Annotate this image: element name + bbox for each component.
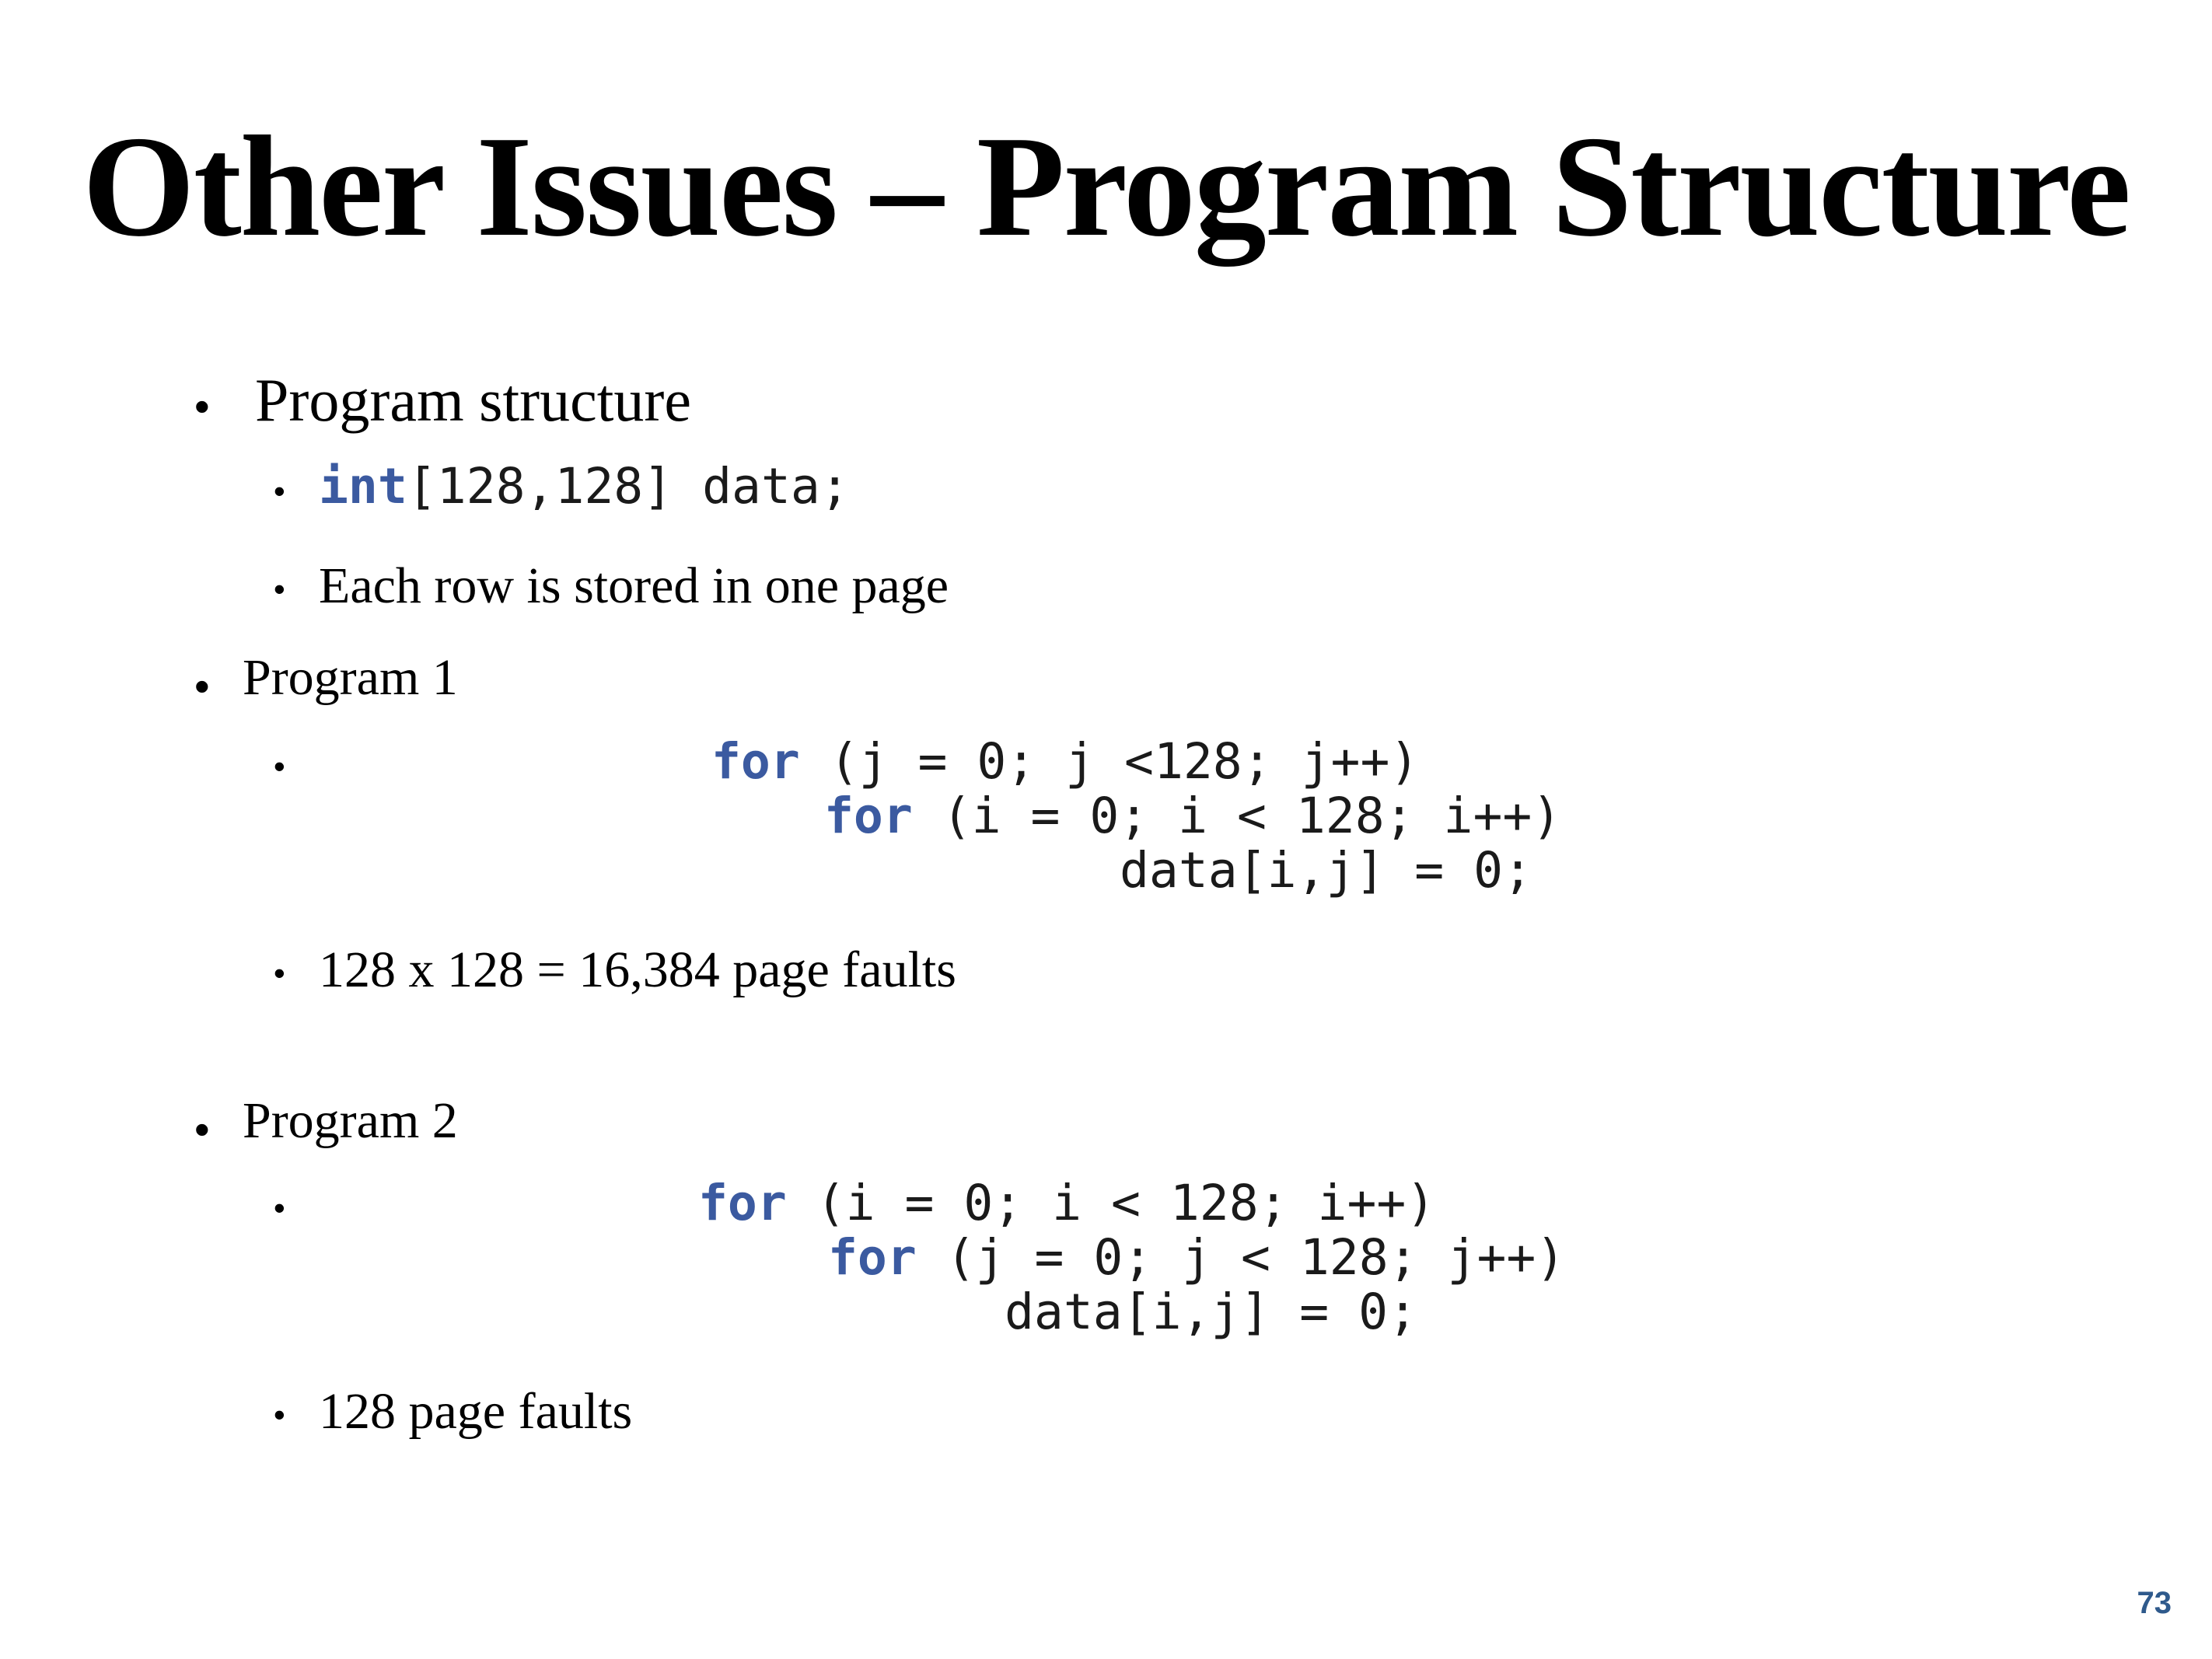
code-text: (i = 0; i < 128; i++)	[786, 1175, 1436, 1231]
bullet-program2: Program 2	[243, 1092, 458, 1149]
bullet-row-stored: Each row is stored in one page	[319, 557, 949, 614]
bullet-dot: •	[194, 382, 210, 431]
program2-code-line-3	[1005, 1284, 1417, 1340]
bullet-dot: •	[274, 1189, 285, 1226]
bullet-program1: Program 1	[243, 649, 458, 706]
program2-code-line-1	[698, 1175, 1435, 1231]
bullet-program2-faults: 128 page faults	[319, 1383, 633, 1440]
bullet-program-structure: Program structure	[255, 366, 692, 434]
bullet-dot: •	[194, 662, 210, 711]
bullet-dot: •	[274, 748, 285, 784]
program1-code-line-1	[711, 734, 1419, 790]
bullet-dot: •	[194, 1105, 210, 1154]
slide-title: Other Issues – Program Structure	[82, 107, 2130, 267]
bullet-dot: •	[274, 955, 285, 991]
code-text: data[i,j] = 0;	[1120, 842, 1533, 899]
code-keyword: int	[319, 458, 407, 515]
program2-code-line-2	[828, 1230, 1565, 1286]
code-keyword: for	[824, 788, 913, 844]
page-number: 73	[2137, 1586, 2172, 1620]
bullet-program1-faults: 128 x 128 = 16,384 page faults	[319, 941, 956, 998]
code-text: (j = 0; j < 128; j++)	[916, 1229, 1566, 1286]
code-keyword: for	[828, 1229, 917, 1286]
program1-code-line-2	[824, 788, 1561, 844]
code-keyword: for	[698, 1175, 787, 1231]
code-text: [128,128] data;	[407, 458, 850, 515]
code-text: data[i,j] = 0;	[1005, 1284, 1418, 1340]
code-text: (j = 0; j <128; j++)	[799, 733, 1420, 790]
program1-code-line-3	[1120, 843, 1532, 899]
code-keyword: for	[711, 733, 800, 790]
bullet-dot: •	[274, 1396, 285, 1433]
bullet-dot: •	[274, 571, 285, 607]
code-text: (i = 0; i < 128; i++)	[912, 788, 1562, 844]
declaration-code	[319, 459, 850, 515]
bullet-dot: •	[274, 473, 285, 509]
